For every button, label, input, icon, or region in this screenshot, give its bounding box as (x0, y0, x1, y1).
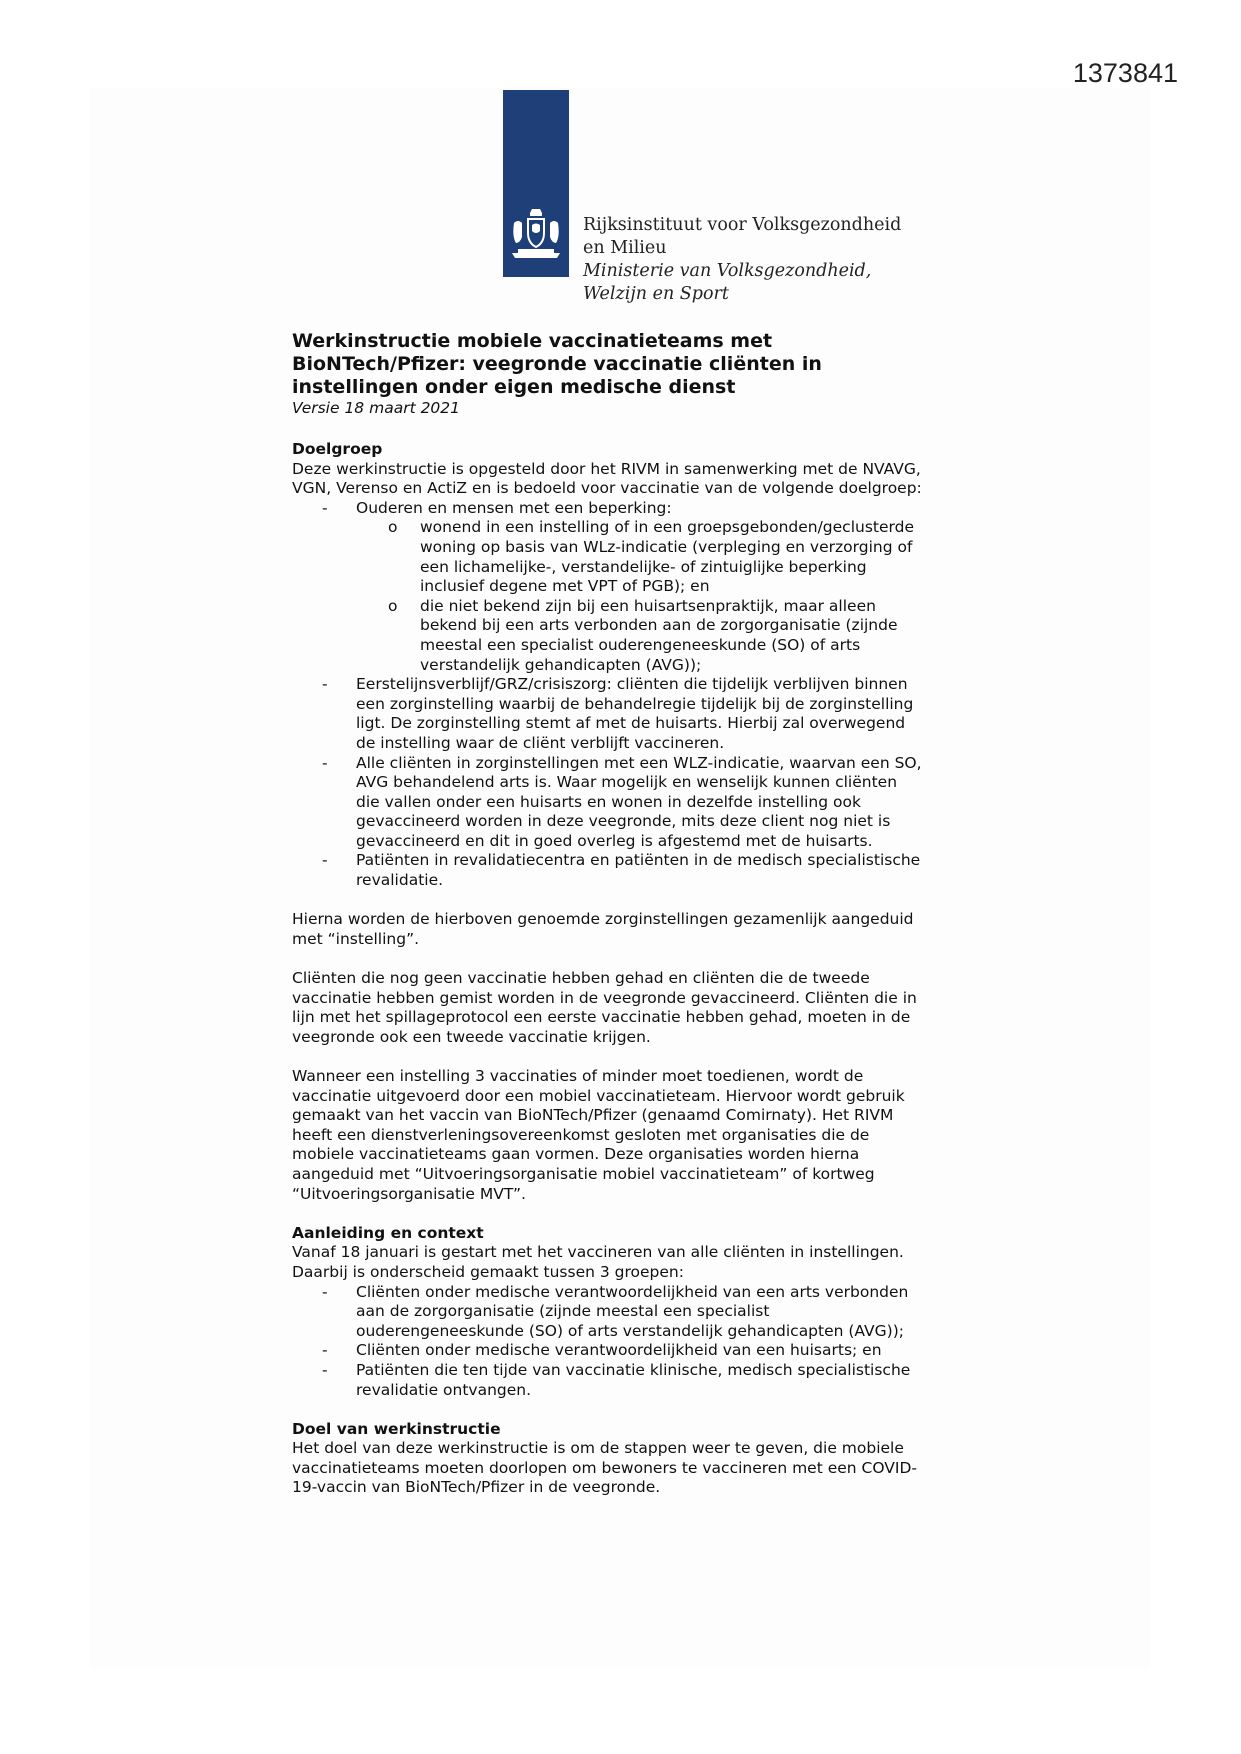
paragraph-line: Wanneer een instelling 3 vaccinaties of minder moet toedienen, wordt de (292, 1067, 864, 1085)
paragraph-line: 19-vaccin van BioNTech/Pfizer in de veegronde. (292, 1478, 661, 1497)
list-item-line: gevaccineerd worden in deze veegronde, mits deze client nog niet is (356, 812, 891, 831)
list-item-line: die vallen onder een huisarts en wonen in dezelfde instelling ook (356, 792, 861, 811)
list-item-line: AVG behandelend arts is. Waar mogelijk en wenselijk kunnen cliënten (356, 773, 898, 792)
org-line-1: Rijksinstituut voor Volksgezondheid (583, 215, 902, 235)
dash-bullet: - (322, 498, 328, 517)
list-item-line: verstandelijk gehandicapten (AVG)); (420, 655, 702, 674)
org-line-2: en Milieu (583, 238, 667, 258)
list-item (292, 851, 962, 890)
list-item-line: inclusief degene met VPT of PGB); en (420, 577, 710, 596)
dash-bullet: - (322, 851, 328, 870)
title-line: Werkinstructie mobiele vaccinatieteams met (292, 330, 773, 352)
list-item-line: woning op basis van WLz-indicatie (verpleging en verzorging of (420, 537, 913, 556)
section-heading-aanleiding: Aanleiding en context (292, 1223, 484, 1242)
paragraph-line: met “instelling”. (292, 929, 420, 948)
list-item-line: wonend in een instelling of in een groepsgebonden/geclusterde (420, 518, 915, 537)
list-item-line: aan de zorgorganisatie (zijnde meestal een specialist (356, 1302, 770, 1321)
list-item-line: Patiënten in revalidatiecentra en patiënten in de medisch specialistische (356, 851, 921, 870)
list-item-line: bekend bij een arts verbonden aan de zorgorganisatie (zijnde (420, 616, 898, 635)
sub-list-item (356, 518, 962, 596)
list-item-line: meestal een specialist ouderengeneeskunde (SO) of arts (420, 635, 861, 654)
dash-bullet: - (322, 675, 328, 694)
list-item-line: een lichamelijke-, verstandelijke- of zintuiglijke beperking (420, 557, 867, 576)
title-line: instellingen onder eigen medische dienst (292, 376, 736, 398)
list-item (292, 499, 962, 675)
paragraph-line: lijn met het spillageprotocol een eerste vaccinatie hebben gehad, moeten in de (292, 1008, 911, 1027)
document-number: 1373841 (1072, 58, 1178, 88)
list-item-line: Cliënten onder medische verantwoordelijkheid van een arts verbonden (356, 1282, 909, 1301)
list-item-line: ligt. De zorginstelling stemt af met de huisarts. Hierbij zal overwegend (356, 714, 906, 733)
list-item-line: revalidatie. (356, 871, 444, 890)
list-item-line: de instelling waar de cliënt verblijft vaccineren. (356, 733, 725, 752)
paragraph-line: VGN, Verenso en ActiZ en is bedoeld voor vaccinatie van de volgende doelgroep: (292, 479, 922, 498)
sub-list-item (356, 597, 962, 675)
paragraph-line: vaccinatieteams moeten doorlopen om bewoners te vaccineren met een COVID- (292, 1458, 917, 1477)
dash-bullet: - (322, 1282, 328, 1301)
list-item-line: die niet bekend zijn bij een huisartsenpraktijk, maar alleen (420, 596, 876, 615)
ministry-line-1: Ministerie van Volksgezondheid, (583, 261, 872, 281)
list-item-line: Eerstelijnsverblijf/GRZ/crisiszorg: cliënten die tijdelijk verblijven binnen (356, 675, 908, 694)
coat-of-arms-icon (508, 205, 564, 261)
aanleiding-list (292, 1283, 962, 1401)
list-item-line: Cliënten onder medische verantwoordelijkheid van een huisarts; en (356, 1341, 882, 1360)
list-item (292, 1361, 962, 1400)
document-content (292, 330, 962, 1498)
doelgroep-list (292, 499, 962, 891)
document-version: Versie 18 maart 2021 (292, 399, 461, 417)
paragraph-line: vaccinatie uitgevoerd door een mobiel vaccinatieteam. Hiervoor wordt gebruik (292, 1086, 905, 1105)
circle-bullet: o (388, 596, 398, 615)
paragraph-line: Deze werkinstructie is opgesteld door het RIVM in samenwerking met de NVAVG, (292, 459, 921, 478)
document-title (292, 330, 962, 399)
paragraph-line: Hierna worden de hierboven genoemde zorginstellingen gezamenlijk aangeduid (292, 910, 914, 929)
section-heading-doelgroep: Doelgroep (292, 440, 383, 458)
list-item-line: Patiënten die ten tijde van vaccinatie klinische, medisch specialistische (356, 1360, 911, 1379)
sub-list (356, 518, 962, 675)
ministry-line-2: Welzijn en Sport (583, 284, 729, 304)
paragraph-line: “Uitvoeringsorganisatie MVT”. (292, 1184, 526, 1203)
list-item-line: Alle cliënten in zorginstellingen met een WLZ-indicatie, waarvan een SO, (356, 753, 922, 772)
list-item-line: revalidatie ontvangen. (356, 1380, 532, 1399)
rijksoverheid-logo-bar (503, 90, 569, 277)
paragraph-line: gemaakt van het vaccin van BioNTech/Pfizer (genaamd Comirnaty). Het RIVM (292, 1106, 894, 1125)
paragraph-line: Daarbij is onderscheid gemaakt tussen 3 groepen: (292, 1262, 684, 1281)
title-line: BioNTech/Pfizer: veegronde vaccinatie cliënten in (292, 353, 822, 375)
dash-bullet: - (322, 753, 328, 772)
list-item (292, 1341, 962, 1361)
organisation-name (583, 214, 901, 306)
list-item-line: Ouderen en mensen met een beperking: (356, 498, 672, 517)
paragraph-line: Cliënten die nog geen vaccinatie hebben gehad en cliënten die de tweede (292, 969, 870, 988)
section-heading-doel: Doel van werkinstructie (292, 1419, 501, 1438)
paragraph-line: aangeduid met “Uitvoeringsorganisatie mobiel vaccinatieteam” of kortweg (292, 1164, 875, 1183)
paragraph-line: heeft een dienstverleningsovereenkomst gesloten met organisaties die de (292, 1125, 870, 1144)
paragraph-line: mobiele vaccinatieteams gaan vormen. Deze organisaties worden hierna (292, 1145, 860, 1164)
list-item (292, 1283, 962, 1342)
list-item-line: gevaccineerd en dit in goed overleg is afgestemd met de huisarts. (356, 831, 873, 850)
circle-bullet: o (388, 518, 398, 537)
list-item-line: een zorginstelling waarbij de behandelregie tijdelijk bij de zorginstelling (356, 694, 914, 713)
list-item-line: ouderengeneeskunde (SO) of arts verstandelijk gehandicapten (AVG)); (356, 1321, 904, 1340)
paragraph-line: Het doel van deze werkinstructie is om de stappen weer te geven, die mobiele (292, 1439, 904, 1458)
dash-bullet: - (322, 1360, 328, 1379)
list-item (292, 675, 962, 753)
paragraph-line: vaccinatie hebben gemist worden in de veegronde gevaccineerd. Cliënten die in (292, 988, 917, 1007)
list-item (292, 754, 962, 852)
dash-bullet: - (322, 1341, 328, 1360)
paragraph-line: veegronde ook een tweede vaccinatie krijgen. (292, 1027, 651, 1046)
paragraph-line: Vanaf 18 januari is gestart met het vaccineren van alle cliënten in instellingen. (292, 1243, 904, 1262)
